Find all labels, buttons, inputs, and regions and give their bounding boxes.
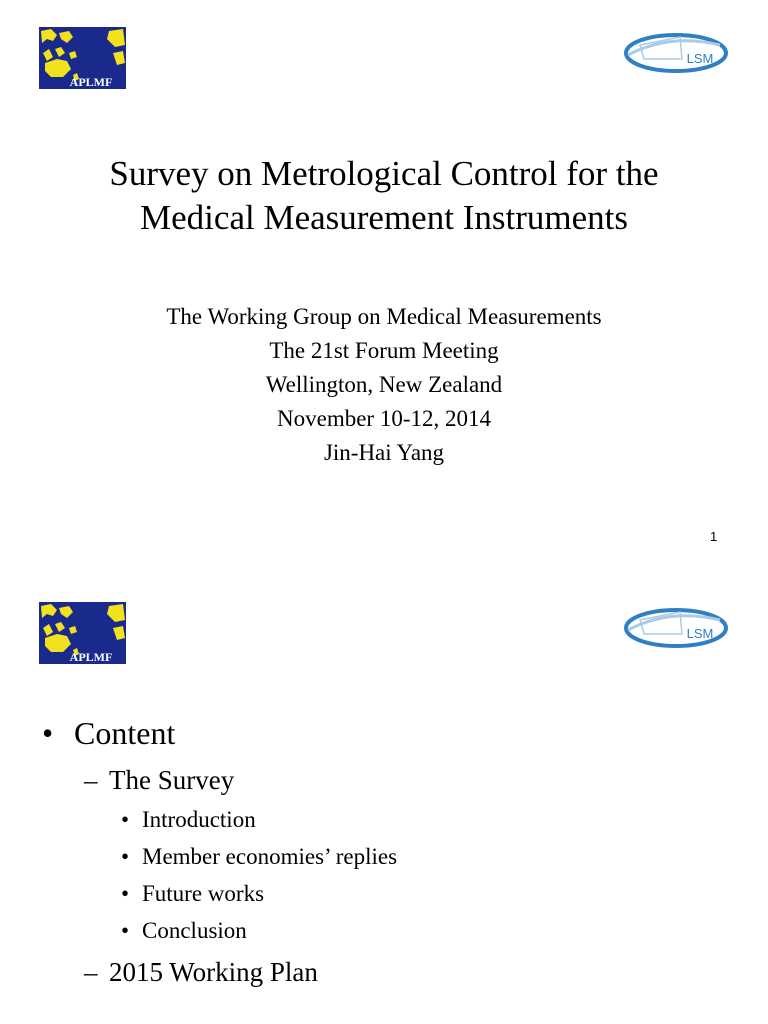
list-item [121,916,247,946]
subtitle-line-date: November 10-12, 2014 [277,406,491,431]
section-working-plan: 2015 Working Plan [109,957,318,987]
subtitle-line-group: The Working Group on Medical Measurements [166,304,602,329]
bullet-dot: • [121,918,130,943]
bullet-dot: • [121,881,130,906]
list-item [121,842,397,872]
slide-number: 1 [710,529,718,544]
subtitle-line-author: Jin-Hai Yang [323,440,445,465]
item-future-works: Future works [142,881,265,906]
slide-title [40,152,728,240]
lsm-logo [620,25,730,80]
section-the-survey: The Survey [109,765,235,795]
aplmf-logo-text: APLMF [69,75,113,89]
bullet-dot: • [121,807,130,832]
bullet-the-survey [84,763,234,797]
list-item [121,805,256,835]
title-line-2: Medical Measurement Instruments [140,198,628,237]
bullet-dot: • [121,844,130,869]
slide-2 [0,575,768,1024]
slide-subtitle [40,300,728,470]
lsm-logo-text: LSM [686,626,714,641]
item-member-replies: Member economies’ replies [142,844,398,869]
heading-content: Content [74,715,176,751]
bullet-content [42,713,175,753]
item-introduction: Introduction [142,807,256,832]
aplmf-logo [39,27,126,89]
bullet-dash: – [84,957,98,987]
aplmf-logo [39,602,126,664]
lsm-logo [620,600,730,655]
bullet-working-plan [84,955,318,989]
aplmf-logo-text: APLMF [69,650,113,664]
title-line-1: Survey on Metrological Control for the [109,154,659,193]
lsm-logo-text: LSM [686,51,714,66]
list-item [121,879,264,909]
subtitle-line-location: Wellington, New Zealand [265,372,503,397]
subtitle-line-meeting: The 21st Forum Meeting [269,338,499,363]
bullet-dash: – [84,765,98,795]
item-conclusion: Conclusion [142,918,247,943]
bullet-dot: • [42,715,54,751]
